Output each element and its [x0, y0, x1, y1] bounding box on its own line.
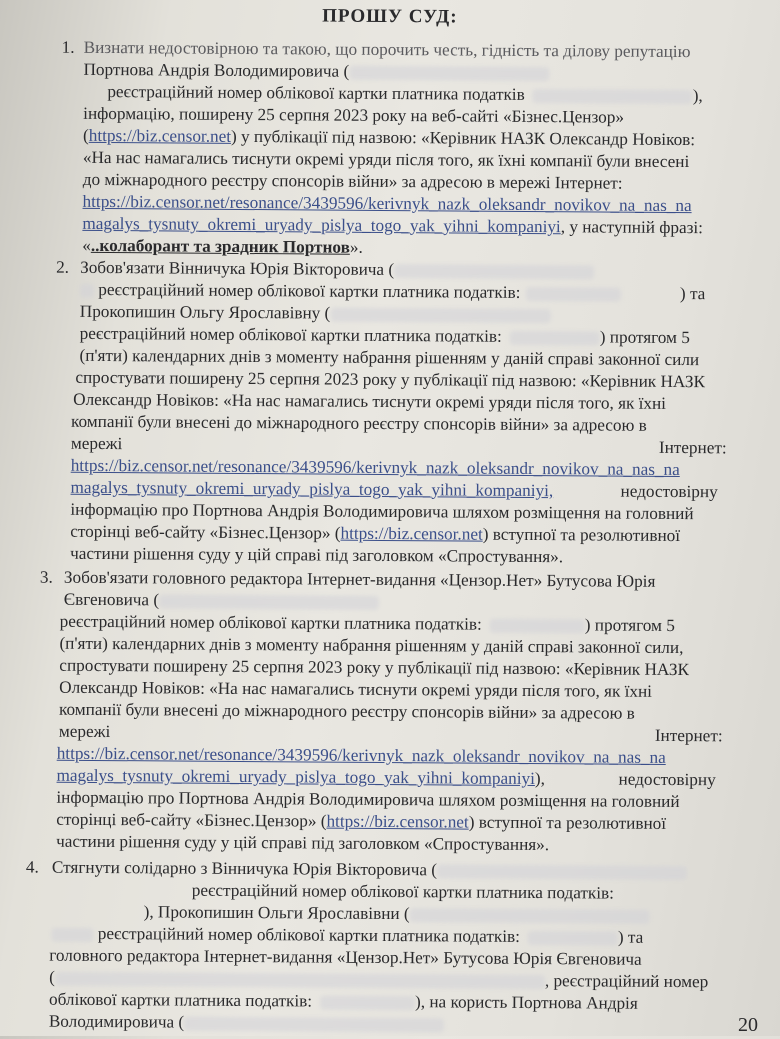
redacted-block	[394, 264, 594, 279]
site-link[interactable]: https://biz.censor.net	[340, 523, 483, 544]
text-segment: ), на користь Портнова Андрія	[415, 992, 638, 1013]
text-line	[80, 324, 690, 348]
item-number: 3.	[39, 567, 53, 587]
text-segment: сторінці веб-сайту «Бізнес.Цензор» (	[56, 809, 327, 831]
text-segment: (	[49, 967, 55, 987]
quoted-phrase: ..колаборант та зрадник Портнов	[90, 235, 350, 257]
text-line	[49, 1012, 444, 1035]
text-line	[49, 968, 708, 993]
article-link[interactable]: magalys_tysnuty_okremi_uryady_pislya_togo_yak_yihni_kompaniyi	[82, 213, 561, 237]
text-line	[51, 924, 643, 948]
text-line: частини рішення суду у цій справі під заголовком «Спростування».	[70, 543, 564, 567]
page-number: 20	[738, 1014, 758, 1036]
article-link[interactable]: https://biz.censor.net/resonance/3439596/kerivnyk_nazk_oleksandr_novikov_na_nas_na	[82, 191, 692, 216]
redacted-block	[528, 931, 618, 946]
text-line: Інтернет:	[658, 437, 727, 458]
text-segment: реєстраційний номер облікової картки платника податків:	[79, 323, 502, 346]
page-title: ПРОШУ СУД:	[322, 5, 458, 28]
text-line	[144, 902, 650, 926]
text-line	[64, 590, 379, 612]
article-link[interactable]: https://biz.censor.net/resonance/3439596/kerivnyk_nazk_oleksandr_novikov_na_nas_na	[56, 743, 666, 767]
text-line	[60, 612, 675, 636]
text-line: недостовірну	[620, 481, 718, 502]
redacted-block	[533, 89, 693, 104]
redacted-block	[330, 308, 550, 324]
text-segment: ) протягом 5	[599, 327, 690, 348]
text-line	[56, 810, 666, 834]
redacted-block	[410, 908, 650, 924]
text-line: частини рішення суду у цій справі під заголовком «Спростування».	[56, 831, 550, 855]
article-link[interactable]: magalys_tysnuty_okremi_uryady_pislya_togo_yak_yihni_kompaniyi	[56, 765, 535, 789]
text-line: головного редактора Інтернет-видання «Цензор.Нет» Бутусова Юрія Євгеновича	[49, 945, 642, 969]
site-link[interactable]: https://biz.censor.net	[88, 125, 232, 146]
text-line: компанії були внесені до міжнародного реєстру спонсорів війни» за адресою в	[58, 699, 635, 723]
text-segment: , реєстраційний номер	[544, 971, 709, 992]
text-segment: ) вступної та резолютивної	[468, 812, 667, 833]
text-line	[80, 258, 594, 282]
item-number: 2.	[56, 257, 70, 277]
redacted-block	[55, 972, 545, 989]
text-line: (п'яти) календарних днів з моменту набрання рішенням у даній справі законної сили,	[59, 633, 684, 658]
text-segment: Прокопишин Ольгу Ярославівну (	[79, 301, 331, 323]
text-segment: «	[82, 235, 91, 255]
text-segment: ),	[692, 86, 703, 106]
text-line	[49, 990, 638, 1014]
text-line: «На нас намагались тиснути окремі уряди після того, як їхні компанії були внесені	[82, 147, 690, 172]
text-segment: реєстраційний номер облікової картки платника податків:	[97, 923, 521, 946]
text-line	[82, 214, 703, 238]
text-line: недостовірну	[618, 769, 716, 790]
redacted-block	[184, 1017, 444, 1033]
text-line	[82, 236, 363, 258]
text-line	[83, 126, 695, 150]
redacted-block	[490, 619, 585, 634]
redacted-block	[349, 66, 549, 81]
item-number: 1.	[61, 37, 75, 57]
text-segment: Портнова Андрія Володимировича (	[83, 59, 350, 81]
text-line	[107, 82, 703, 106]
text-segment: ) у публікації під назвою: «Керівник НАЗК Олександр Новіков:	[230, 126, 696, 150]
text-segment: ».	[349, 237, 363, 257]
item-number: 4.	[25, 857, 39, 877]
text-line: (п'яти) календарних днів з моменту набрання рішенням у даній справі законної сили	[79, 345, 700, 370]
article-link[interactable]: https://biz.censor.net/resonance/3439596/kerivnyk_nazk_oleksandr_novikov_na_nas_na	[70, 455, 680, 480]
text-line: інформацію про Портнова Андрія Володимировича шляхом розміщення на головний	[56, 787, 680, 812]
text-segment: (	[82, 125, 89, 145]
text-line: інформацію про Портнова Андрія Володимировича шляхом розміщення на головний	[70, 499, 694, 524]
text-line	[52, 858, 687, 882]
site-link[interactable]: https://biz.censor.net	[326, 811, 469, 832]
text-line: інформацію, поширену 25 серпня 2023 року на веб-сайті «Бізнес.Цензор»	[83, 103, 625, 127]
text-line: Зобов'язати головного редактора Інтернет-видання «Цензор.Нет» Бутусова Юрія	[63, 567, 656, 591]
text-segment: реєстраційний номер облікової картки платника податків:	[98, 279, 521, 302]
text-segment: сторінці веб-сайту «Бізнес.Цензор» (	[70, 521, 341, 543]
redacted-block	[320, 996, 415, 1011]
text-segment: ), Прокопишин Ольги Ярославівни (	[143, 902, 410, 924]
text-segment: реєстраційний номер облікової картки платника податків:	[59, 611, 482, 634]
text-segment: , у наступній фразі:	[560, 217, 704, 238]
text-segment: Зобов'язати Вінничука Юрія Вікторовича (	[80, 257, 395, 280]
text-line: компанії були внесені до міжнародного реєстру спонсорів війни» за адресою в	[70, 411, 647, 435]
text-line	[70, 522, 680, 546]
redacted-block	[437, 864, 687, 880]
text-line: реєстраційний номер облікової картки платника податків:	[191, 880, 615, 903]
text-line: мережі	[70, 433, 123, 454]
text-segment: ) протягом 5	[584, 615, 675, 636]
text-segment: реєстраційний номер облікової картки платника податків	[107, 82, 525, 104]
text-segment: Євгеновича (	[63, 589, 160, 610]
text-line: ) та	[679, 284, 706, 304]
text-line	[83, 60, 549, 83]
redacted-block	[80, 284, 94, 298]
text-line: до міжнародного реєстру спонсорів війни» за адресою в мережі Інтернет:	[82, 169, 623, 193]
text-line: мережі	[58, 721, 111, 742]
text-segment: ) та	[617, 927, 644, 947]
redacted-block	[526, 287, 621, 302]
article-link[interactable]: magalys_tysnuty_okremi_uryady_pislya_togo_yak_yihni_kompaniyi,	[70, 477, 554, 501]
text-segment: ) вступної та резолютивної	[482, 524, 681, 546]
text-line	[57, 766, 546, 789]
text-line	[80, 280, 622, 304]
text-line: Олександр Новіков: «На нас намагались тиснути окремі уряди після того, як їхні	[73, 389, 667, 413]
text-line: Інтернет:	[654, 725, 723, 746]
text-segment: Володимировича (	[48, 1011, 185, 1032]
text-line: спростувати поширену 25 серпня 2023 року у публікації під назвою: «Керівник НАЗК	[59, 655, 690, 680]
text-line	[80, 302, 551, 325]
redacted-block	[51, 928, 93, 942]
text-line: Олександр Новіков: «На нас намагались тиснути окремі уряди після того, як їхні	[59, 677, 653, 701]
redacted-block	[510, 331, 600, 346]
text-segment: облікової картки платника податків:	[48, 989, 313, 1011]
text-segment: Стягнути солідарно з Вінничука Юрія Вікторовича (	[51, 857, 438, 880]
text-segment: ),	[534, 769, 546, 789]
text-line: Визнати недостовірною та такою, що порочить честь, гідність та ділову репутацію	[83, 37, 691, 62]
text-line: спростувати поширену 25 серпня 2023 року у публікації під назвою: «Керівник НАЗК	[75, 367, 706, 392]
redacted-block	[159, 594, 379, 610]
